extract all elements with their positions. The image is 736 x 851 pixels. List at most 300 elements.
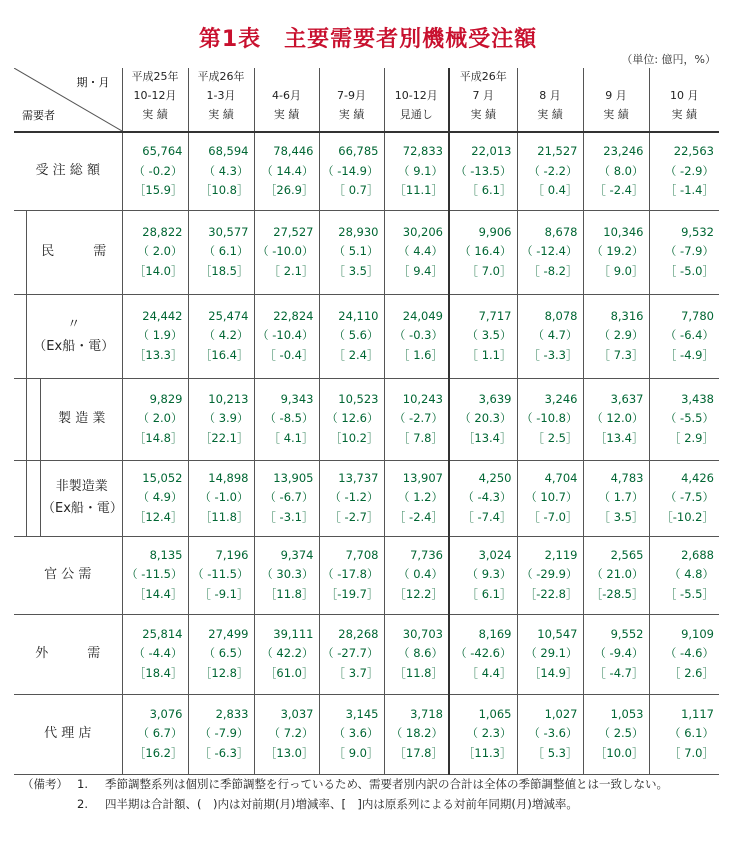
value-cell xyxy=(449,536,517,614)
value-change-prev: （ 6.1） xyxy=(203,244,249,259)
value-cell xyxy=(254,460,319,536)
corner-period-label: 期・月 xyxy=(76,76,110,89)
value-change-yoy: ［13.4］ xyxy=(594,430,644,445)
value-change-prev: （ 42.2） xyxy=(261,646,314,661)
value-change-yoy: ［12.2］ xyxy=(394,586,443,601)
value-change-yoy: ［ -6.3］ xyxy=(199,745,249,760)
value-cell xyxy=(449,614,517,694)
value-change-prev: （ 4.3） xyxy=(203,163,249,178)
value-change-yoy: ［15.9］ xyxy=(133,183,183,197)
value-change-yoy: ［61.0］ xyxy=(264,665,314,680)
value-change-yoy: ［ -3.1］ xyxy=(264,509,314,524)
value-amount: 27,499 xyxy=(208,626,249,641)
value-amount: 4,426 xyxy=(681,470,714,485)
value-amount: 10,243 xyxy=(402,391,443,406)
table-row xyxy=(14,378,719,460)
note-2-num: 2. xyxy=(77,797,88,811)
column-header-line: 平成26年 xyxy=(197,70,245,83)
column-header-line xyxy=(385,68,449,87)
value-cell xyxy=(649,210,719,294)
value-amount: 2,688 xyxy=(681,547,714,562)
row-label-cell xyxy=(14,694,122,774)
value-cell xyxy=(122,614,188,694)
value-change-prev: （ 30.3） xyxy=(261,567,314,582)
value-change-prev: （ -5.5） xyxy=(664,411,714,426)
value-cell xyxy=(319,210,384,294)
value-amount: 28,268 xyxy=(338,626,379,641)
value-change-yoy: ［ 2.9］ xyxy=(669,430,714,445)
value-cell xyxy=(649,460,719,536)
value-change-yoy: ［ 6.1］ xyxy=(466,586,512,601)
value-change-yoy: ［11.1］ xyxy=(394,183,443,197)
value-amount: 4,704 xyxy=(544,470,578,485)
column-header-line: 実 績 xyxy=(208,108,234,121)
column-header-line: 平成25年 xyxy=(131,70,179,83)
column-header-line: 4-6月 xyxy=(272,89,301,102)
column-header-line: 実 績 xyxy=(142,108,168,121)
value-change-prev: （ 2.3） xyxy=(466,726,512,741)
value-cell xyxy=(449,694,517,774)
value-amount: 8,078 xyxy=(544,308,578,323)
value-change-prev: （ -42.6） xyxy=(455,646,512,661)
value-cell xyxy=(649,294,719,378)
value-amount: 21,527 xyxy=(537,144,578,158)
value-amount: 10,346 xyxy=(603,224,644,239)
value-cell xyxy=(254,294,319,378)
value-amount: 27,527 xyxy=(273,224,314,239)
value-change-prev: （ -3.6） xyxy=(528,726,578,741)
value-change-yoy: ［16.2］ xyxy=(133,745,183,760)
value-amount: 28,822 xyxy=(142,224,183,239)
value-change-prev: （ 4.7） xyxy=(532,328,578,343)
value-cell xyxy=(319,694,384,774)
column-header-line xyxy=(650,68,720,87)
value-change-prev: （ 6.5） xyxy=(203,646,249,661)
value-amount: 1,053 xyxy=(610,706,644,721)
value-change-yoy: ［-19.7］ xyxy=(325,586,379,601)
value-amount: 1,065 xyxy=(478,706,512,721)
value-change-prev: （ 1.7） xyxy=(598,490,644,505)
value-cell xyxy=(384,460,449,536)
value-cell xyxy=(517,460,583,536)
value-change-yoy: ［ -4.9］ xyxy=(664,347,714,362)
value-change-yoy: ［ -7.0］ xyxy=(528,509,578,524)
value-change-prev: （ -27.7） xyxy=(322,646,379,661)
value-cell xyxy=(319,132,384,210)
value-change-yoy: ［17.8］ xyxy=(394,745,443,760)
value-change-yoy: ［ -2.4］ xyxy=(594,183,644,197)
value-change-prev: （ -4.3） xyxy=(462,490,512,505)
value-amount: 22,563 xyxy=(673,144,714,158)
column-header-line: 実 績 xyxy=(338,108,365,121)
value-amount: 8,135 xyxy=(149,547,183,562)
value-amount: 9,343 xyxy=(280,391,314,406)
column-header-line xyxy=(320,68,384,87)
value-change-prev: （ 9.1） xyxy=(398,163,443,178)
value-change-yoy: ［16.4］ xyxy=(199,347,249,362)
value-amount: 7,196 xyxy=(215,547,249,562)
table-row xyxy=(14,694,719,774)
column-header xyxy=(449,68,517,132)
value-change-yoy: ［18.4］ xyxy=(133,665,183,680)
value-change-prev: （ 8.0） xyxy=(598,163,644,178)
value-change-yoy: ［ -2.4］ xyxy=(393,509,443,524)
value-change-prev: （ 6.7） xyxy=(137,726,183,741)
value-cell xyxy=(188,378,254,460)
table-row xyxy=(14,460,719,536)
value-amount: 9,552 xyxy=(610,626,644,641)
value-change-prev: （ 2.9） xyxy=(598,328,644,343)
value-change-yoy: ［ -5.0］ xyxy=(664,263,714,278)
row-label: 受 注 総 額 xyxy=(35,163,100,179)
value-cell xyxy=(583,132,649,210)
value-cell xyxy=(188,694,254,774)
value-change-yoy: ［ 1.6］ xyxy=(398,347,443,362)
value-cell xyxy=(254,614,319,694)
value-change-yoy: ［11.8］ xyxy=(264,586,314,601)
row-label-cell xyxy=(14,536,122,614)
value-cell xyxy=(583,378,649,460)
value-cell xyxy=(254,210,319,294)
column-header-line: 1-3月 xyxy=(206,89,236,102)
value-cell xyxy=(188,536,254,614)
corner-cell xyxy=(14,68,122,132)
value-amount: 3,037 xyxy=(280,706,314,721)
value-cell xyxy=(449,460,517,536)
value-amount: 30,577 xyxy=(208,224,249,239)
value-change-yoy: ［14.8］ xyxy=(133,430,183,445)
value-change-prev: （ -14.9） xyxy=(322,163,379,178)
indent-line xyxy=(26,461,27,536)
note-1-num: 1. xyxy=(77,777,88,791)
value-change-prev: （ -10.8） xyxy=(521,411,578,426)
value-change-yoy: ［13.0］ xyxy=(264,745,314,760)
value-cell xyxy=(583,614,649,694)
column-header-line xyxy=(584,68,649,87)
value-amount: 72,833 xyxy=(402,144,443,158)
value-change-prev: （ 3.9） xyxy=(203,411,249,426)
value-change-prev: （ -12.4） xyxy=(521,244,578,259)
row-label-cell xyxy=(14,378,122,460)
value-amount: 3,438 xyxy=(681,391,714,406)
table-row xyxy=(14,614,719,694)
value-change-prev: （ -1.0） xyxy=(199,490,249,505)
value-amount: 3,024 xyxy=(478,547,512,562)
row-label: 製 造 業 xyxy=(58,411,106,426)
value-change-yoy: ［ -5.5］ xyxy=(664,586,714,601)
value-cell xyxy=(449,210,517,294)
value-amount: 1,027 xyxy=(544,706,578,721)
value-change-yoy: ［10.0］ xyxy=(594,745,644,760)
row-label-cell xyxy=(14,210,122,294)
value-cell xyxy=(122,378,188,460)
value-cell xyxy=(254,378,319,460)
value-amount: 3,637 xyxy=(610,391,644,406)
row-label: 官 公 需 xyxy=(44,567,92,582)
value-cell xyxy=(122,536,188,614)
value-cell xyxy=(384,536,449,614)
column-header xyxy=(583,68,649,132)
value-cell xyxy=(384,210,449,294)
value-change-yoy: ［ 3.5］ xyxy=(598,509,644,524)
value-change-prev: （ 3.5） xyxy=(466,328,512,343)
value-change-prev: （ 1.9） xyxy=(137,328,183,343)
row-label-cell xyxy=(14,132,122,210)
value-change-prev: （ -4.4） xyxy=(133,646,183,661)
column-header-line: 実 績 xyxy=(603,108,629,121)
value-change-yoy: ［ -8.2］ xyxy=(528,263,578,278)
value-change-yoy: ［14.0］ xyxy=(133,263,183,278)
table-row xyxy=(14,210,719,294)
value-change-yoy: ［ -2.7］ xyxy=(329,509,379,524)
value-cell xyxy=(517,294,583,378)
column-header-line: 実 績 xyxy=(470,108,496,121)
value-amount: 39,111 xyxy=(273,626,314,641)
value-change-prev: （ -7.9） xyxy=(664,244,714,259)
value-change-prev: （ 7.2） xyxy=(268,726,314,741)
value-change-prev: （ 1.2） xyxy=(398,490,443,505)
value-cell xyxy=(122,132,188,210)
value-change-prev: （ 4.4） xyxy=(398,244,443,259)
row-label: 外 需 xyxy=(35,646,101,661)
value-change-yoy: ［ 1.1］ xyxy=(466,347,512,362)
value-change-prev: （ -1.2） xyxy=(329,490,379,505)
row-label: 非製造業 xyxy=(55,479,108,494)
value-cell xyxy=(583,294,649,378)
value-amount: 2,119 xyxy=(544,547,578,562)
value-change-yoy: ［ 2.1］ xyxy=(268,263,314,278)
value-amount: 66,785 xyxy=(338,144,379,158)
value-change-yoy: ［ -3.3］ xyxy=(528,347,578,362)
value-change-prev: （ 0.4） xyxy=(398,567,443,582)
value-change-prev: （ 12.6） xyxy=(326,411,379,426)
value-cell xyxy=(254,132,319,210)
column-header xyxy=(122,68,188,132)
value-change-yoy: ［-22.8］ xyxy=(524,586,578,601)
value-change-prev: （ -8.5） xyxy=(264,411,314,426)
value-change-prev: （ -9.4） xyxy=(594,646,644,661)
value-amount: 10,523 xyxy=(338,391,379,406)
value-change-yoy: ［ -9.1］ xyxy=(199,586,249,601)
value-change-prev: （ 9.3） xyxy=(466,567,512,582)
value-cell xyxy=(517,694,583,774)
value-change-prev: （ -13.5） xyxy=(455,163,512,178)
value-cell xyxy=(254,694,319,774)
value-amount: 24,110 xyxy=(338,308,379,323)
value-cell xyxy=(649,132,719,210)
value-amount: 24,049 xyxy=(402,308,443,323)
value-change-prev: （ 12.0） xyxy=(591,411,644,426)
value-change-yoy: ［22.1］ xyxy=(199,430,249,445)
value-amount: 14,898 xyxy=(208,470,249,485)
value-change-yoy: ［11.8］ xyxy=(394,665,443,680)
value-change-prev: （ -2.7） xyxy=(393,411,443,426)
value-change-yoy: ［ 2.5］ xyxy=(532,430,578,445)
value-amount: 10,213 xyxy=(208,391,249,406)
value-change-prev: （ 5.1） xyxy=(333,244,379,259)
value-change-yoy: ［ 2.4］ xyxy=(333,347,379,362)
value-change-yoy: ［ 9.0］ xyxy=(333,745,379,760)
indent-line xyxy=(40,461,41,536)
value-amount: 68,594 xyxy=(208,144,249,158)
value-change-prev: （ -4.6） xyxy=(664,646,714,661)
column-header-line: 見通し xyxy=(399,108,433,121)
corner-demand-label: 需要者 xyxy=(22,109,55,122)
value-change-yoy: ［ 9.4］ xyxy=(398,263,443,278)
value-change-prev: （ 2.5） xyxy=(598,726,644,741)
value-change-prev: （ 2.0） xyxy=(137,411,183,426)
value-change-prev: （ -6.4） xyxy=(664,328,714,343)
value-change-yoy: ［26.9］ xyxy=(264,183,314,197)
value-amount: 9,532 xyxy=(681,224,714,239)
value-change-yoy: ［ 0.7］ xyxy=(333,183,379,197)
column-header xyxy=(254,68,319,132)
value-amount: 4,250 xyxy=(478,470,512,485)
value-amount: 13,905 xyxy=(273,470,314,485)
value-cell xyxy=(254,536,319,614)
value-change-prev: （ -7.9） xyxy=(199,726,249,741)
value-cell xyxy=(122,694,188,774)
value-cell xyxy=(517,614,583,694)
value-change-yoy: ［-28.5］ xyxy=(590,586,644,601)
indent-line xyxy=(26,211,27,294)
value-cell xyxy=(517,536,583,614)
value-amount: 25,474 xyxy=(208,308,249,323)
indent-line xyxy=(26,295,27,378)
indent-line xyxy=(40,379,41,460)
value-change-prev: （ 4.2） xyxy=(203,328,249,343)
value-change-yoy: ［ -7.4］ xyxy=(462,509,512,524)
value-amount: 9,829 xyxy=(149,391,183,406)
value-change-yoy: ［ 5.3］ xyxy=(532,745,578,760)
value-amount: 30,206 xyxy=(402,224,443,239)
value-amount: 15,052 xyxy=(142,470,183,485)
value-cell xyxy=(517,132,583,210)
value-change-prev: （ -17.8） xyxy=(322,567,379,582)
value-change-prev: （ -10.0） xyxy=(257,244,314,259)
value-cell xyxy=(319,460,384,536)
value-cell xyxy=(384,132,449,210)
value-cell xyxy=(319,294,384,378)
value-cell xyxy=(122,294,188,378)
value-amount: 3,718 xyxy=(410,706,443,721)
row-label-cell xyxy=(14,460,122,536)
table-row xyxy=(14,536,719,614)
value-cell xyxy=(649,614,719,694)
value-cell xyxy=(188,294,254,378)
table-row xyxy=(14,132,719,210)
column-header-line: 7 月 xyxy=(472,89,494,102)
value-change-yoy: ［10.2］ xyxy=(329,430,379,445)
value-change-prev: （ 29.1） xyxy=(525,646,578,661)
value-cell xyxy=(188,614,254,694)
value-change-yoy: ［12.8］ xyxy=(199,665,249,680)
row-label-sub: （Ex船・電） xyxy=(42,501,123,516)
row-label: 民 需 xyxy=(41,244,107,259)
column-header-line: 実 績 xyxy=(537,108,563,121)
value-change-prev: （ 5.6） xyxy=(333,328,379,343)
value-amount: 2,833 xyxy=(215,706,249,721)
value-cell xyxy=(649,694,719,774)
column-header-line: 10-12月 xyxy=(394,89,438,102)
row-label-cell xyxy=(14,294,122,378)
value-cell xyxy=(449,132,517,210)
column-header-line: 9 月 xyxy=(605,89,627,102)
value-change-prev: （ -0.3） xyxy=(393,328,443,343)
orders-table xyxy=(14,68,719,775)
value-amount: 7,708 xyxy=(345,547,379,562)
value-cell xyxy=(188,210,254,294)
unit-note: （単位: 億円，%） xyxy=(621,53,716,66)
value-change-prev: （ 3.6） xyxy=(333,726,379,741)
value-change-yoy: ［ 4.1］ xyxy=(268,430,314,445)
value-amount: 8,316 xyxy=(610,308,644,323)
value-change-yoy: ［ -0.4］ xyxy=(264,347,314,362)
value-change-yoy: ［ 9.0］ xyxy=(598,263,644,278)
value-change-prev: （ 21.0） xyxy=(591,567,644,582)
value-amount: 7,717 xyxy=(478,308,512,323)
value-change-prev: （ -6.7） xyxy=(264,490,314,505)
value-change-yoy: ［ 7.0］ xyxy=(466,263,512,278)
value-cell xyxy=(583,536,649,614)
value-change-prev: （ -11.5） xyxy=(192,567,249,582)
value-change-prev: （ 10.7） xyxy=(525,490,578,505)
value-cell xyxy=(649,378,719,460)
value-cell xyxy=(583,460,649,536)
indent-line xyxy=(26,379,27,460)
value-amount: 3,639 xyxy=(478,391,512,406)
column-header-line: 7-9月 xyxy=(337,89,366,102)
value-cell xyxy=(188,460,254,536)
value-amount: 7,780 xyxy=(681,308,714,323)
value-amount: 3,076 xyxy=(149,706,183,721)
value-change-yoy: ［-10.2］ xyxy=(661,509,714,524)
value-change-prev: （ 19.2） xyxy=(591,244,644,259)
row-label: 代 理 店 xyxy=(44,726,92,741)
row-label-cell xyxy=(14,614,122,694)
value-cell xyxy=(583,210,649,294)
column-header xyxy=(517,68,583,132)
value-change-prev: （ 20.3） xyxy=(459,411,512,426)
value-change-prev: （ 4.8） xyxy=(669,567,714,582)
value-change-prev: （ -7.5） xyxy=(664,490,714,505)
value-change-yoy: ［ 4.4］ xyxy=(466,665,512,680)
value-amount: 3,246 xyxy=(544,391,578,406)
value-amount: 9,109 xyxy=(681,626,714,641)
value-amount: 8,678 xyxy=(544,224,578,239)
value-change-yoy: ［ 3.7］ xyxy=(333,665,379,680)
value-change-yoy: ［ 6.1］ xyxy=(466,183,512,197)
value-change-prev: （ -0.2） xyxy=(133,163,183,178)
value-change-yoy: ［11.8］ xyxy=(199,509,249,524)
value-change-yoy: ［10.8］ xyxy=(199,183,249,197)
header-row xyxy=(14,68,719,132)
value-change-prev: （ -2.9） xyxy=(664,163,714,178)
column-header-line: 10-12月 xyxy=(133,89,177,102)
value-change-yoy: ［ 3.5］ xyxy=(333,263,379,278)
value-cell xyxy=(583,694,649,774)
value-change-prev: （ 4.9） xyxy=(137,490,183,505)
column-header-line: 8 月 xyxy=(539,89,561,102)
value-amount: 2,565 xyxy=(610,547,644,562)
row-label-sub: （Ex船・電） xyxy=(33,339,115,354)
value-change-yoy: ［ -1.4］ xyxy=(664,183,714,197)
value-amount: 13,907 xyxy=(402,470,443,485)
value-change-yoy: ［13.3］ xyxy=(133,347,183,362)
value-change-yoy: ［ 0.4］ xyxy=(532,183,578,197)
value-cell xyxy=(319,614,384,694)
column-header-line xyxy=(518,68,583,87)
